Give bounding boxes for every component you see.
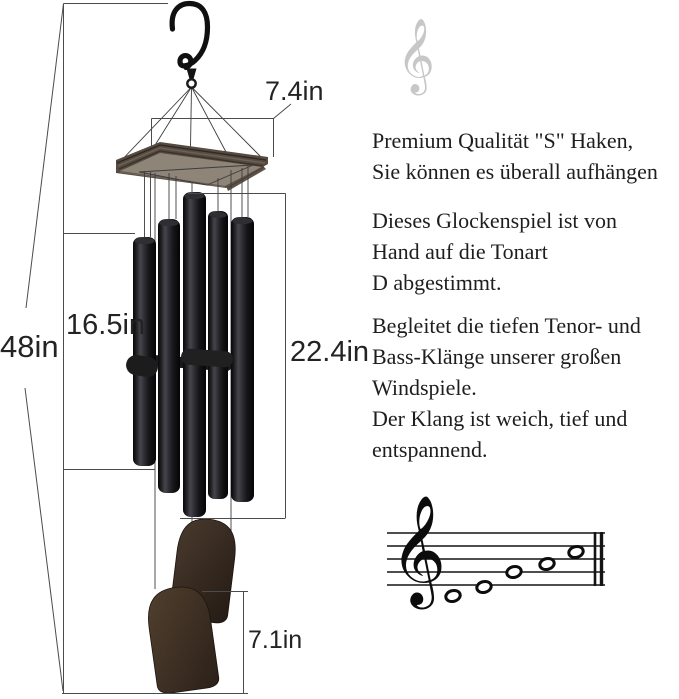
text-line: Begleitet die tiefen Tenor- und xyxy=(372,313,641,338)
whole-note xyxy=(476,580,493,594)
shortest-tube-label: 16.5in xyxy=(66,309,146,341)
whole-note xyxy=(506,565,523,579)
whole-notes xyxy=(445,545,585,603)
marketing-paragraph-tuning xyxy=(372,205,617,298)
marketing-paragraph-hook xyxy=(372,125,658,187)
text-line: Bass-Klänge unserer großen xyxy=(372,344,622,369)
text-line: Windspiele. xyxy=(372,375,477,400)
text-line: Hand auf die Tonart xyxy=(372,239,548,264)
marketing-paragraph-sound xyxy=(372,310,641,465)
longest-tube-label: 22.4in xyxy=(290,336,370,368)
s-hook-icon xyxy=(172,4,207,88)
canopy-width-label: 7.4in xyxy=(265,76,324,106)
whole-note xyxy=(445,589,462,603)
text-line: Premium Qualität "S" Haken, xyxy=(372,128,634,153)
tube-2 xyxy=(158,219,180,493)
sail-length-label: 7.1in xyxy=(248,626,303,654)
tube-5 xyxy=(231,217,254,502)
whole-note xyxy=(568,545,585,559)
text-line: entspannend. xyxy=(372,437,488,462)
text-line: D abgestimmt. xyxy=(372,270,502,295)
text-line: Dieses Glockenspiel ist von xyxy=(372,208,618,233)
staff-treble-clef-icon: 𝄞 xyxy=(390,495,447,605)
text-line: Sie können es überall aufhängen xyxy=(372,159,658,184)
tube-1 xyxy=(133,237,156,466)
treble-clef-icon: 𝄞 xyxy=(397,19,435,93)
overall-height-label: 48in xyxy=(0,329,59,364)
text-line: Der Klang ist weich, tief und xyxy=(372,406,628,431)
